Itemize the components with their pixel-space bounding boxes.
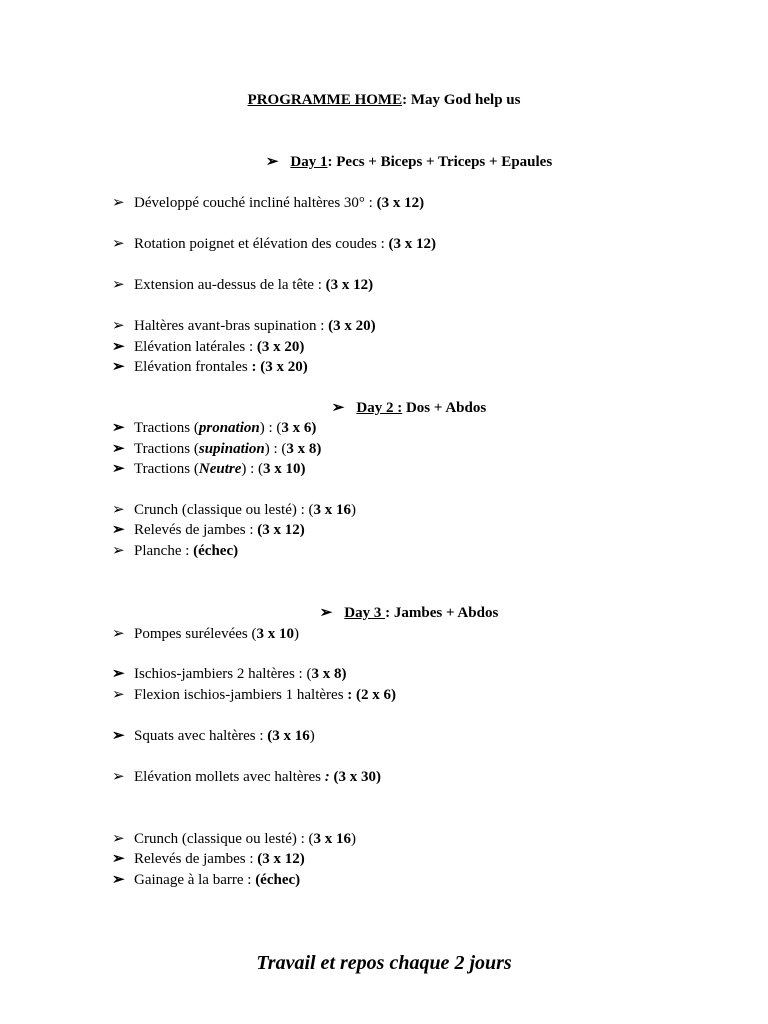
item-text: Tractions ( (134, 461, 199, 477)
day-title: : Pecs + Biceps + Triceps + Epaules (327, 154, 553, 170)
item-sets: (3 x 12) (376, 195, 425, 211)
item-sets: (3 x 12) (257, 851, 305, 867)
item-text: Crunch (classique ou lesté) : ( (134, 502, 314, 518)
item-text: Relevés de jambes : (134, 851, 258, 867)
item-sets: (échec) (193, 543, 239, 559)
item-text: Haltères avant-bras supination : (134, 318, 329, 334)
arrow-bullet-icon: ➢ (112, 318, 125, 334)
list-item (112, 849, 732, 869)
item-text: ) (293, 626, 299, 642)
list-item (112, 357, 732, 377)
item-sets: 3 x 8) (311, 666, 347, 682)
arrow-bullet-icon: ➢ (112, 728, 125, 744)
day-label: Day 3 (344, 605, 386, 621)
arrow-bullet-icon: ➢ (112, 851, 125, 867)
item-text: Squats avec haltères : (134, 728, 268, 744)
item-sets: : (3 x 20) (251, 359, 308, 375)
item-sets: (3 x 12) (325, 277, 374, 293)
arrow-bullet-icon: ➢ (112, 872, 125, 888)
arrow-bullet-icon: ➢ (112, 687, 125, 703)
arrow-bullet-icon: ➢ (112, 522, 125, 538)
item-sets: 3 x 8) (286, 441, 322, 457)
list-item (112, 767, 732, 787)
day-label: Day 2 : (356, 400, 403, 416)
list-item (112, 193, 732, 213)
arrow-bullet-icon: ➢ (112, 339, 125, 355)
item-text: Gainage à la barre : (134, 872, 256, 888)
arrow-bullet-icon: ➢ (112, 441, 125, 457)
item-text: : (324, 769, 330, 785)
item-text: Tractions ( (134, 420, 199, 436)
arrow-bullet-icon: ➢ (112, 626, 125, 642)
list-item (112, 234, 732, 254)
item-grip: pronation (198, 420, 260, 436)
arrow-bullet-icon: ➢ (319, 605, 333, 621)
arrow-bullet-icon: ➢ (112, 502, 125, 518)
item-text: Développé couché incliné haltères 30° : (134, 195, 377, 211)
item-grip: supination (198, 441, 265, 457)
item-sets: 3 x 6) (281, 420, 317, 436)
list-item (112, 337, 732, 357)
item-text: Planche : (134, 543, 194, 559)
arrow-bullet-icon: ➢ (112, 359, 125, 375)
arrow-bullet-icon: ➢ (112, 769, 125, 785)
item-text: ) : ( (259, 420, 282, 436)
day-title: Dos + Abdos (402, 400, 487, 416)
title-underlined: PROGRAMME HOME (247, 92, 403, 108)
item-text: Relevés de jambes : (134, 522, 258, 538)
day-3-heading (0, 603, 768, 623)
day-1-heading (0, 152, 768, 172)
arrow-bullet-icon: ➢ (331, 400, 345, 416)
day-title: : Jambes + Abdos (385, 605, 499, 621)
title-rest: : May God help us (402, 92, 521, 108)
item-sets: (3 x 30) (329, 769, 382, 785)
item-text: Elévation frontales (134, 359, 252, 375)
item-grip: Neutre (198, 461, 242, 477)
footer-note: Travail et repos chaque 2 jours (256, 952, 512, 974)
list-item (112, 829, 732, 849)
item-text: Elévation latérales : (134, 339, 257, 355)
arrow-bullet-icon: ➢ (112, 461, 125, 477)
item-sets: : (2 x 6) (347, 687, 397, 703)
list-item (112, 726, 732, 746)
item-text: Flexion ischios-jambiers 1 haltères (134, 687, 348, 703)
day-2-heading (0, 398, 768, 418)
list-item (112, 439, 732, 459)
item-text: Elévation mollets avec haltères (134, 769, 325, 785)
item-text: ) (351, 831, 357, 847)
item-text: Rotation poignet et élévation des coudes : (134, 236, 389, 252)
list-item (112, 316, 732, 336)
arrow-bullet-icon: ➢ (112, 666, 125, 682)
item-sets: (3 x 12) (388, 236, 437, 252)
item-sets: (3 x 12) (257, 522, 305, 538)
arrow-bullet-icon: ➢ (112, 831, 125, 847)
item-text: Crunch (classique ou lesté) : ( (134, 831, 314, 847)
day-label: Day 1 (290, 154, 328, 170)
list-item (112, 685, 732, 705)
list-item (112, 418, 732, 438)
arrow-bullet-icon: ➢ (112, 195, 125, 211)
item-text: ) (309, 728, 315, 744)
arrow-bullet-icon: ➢ (112, 543, 125, 559)
list-item (112, 275, 732, 295)
item-sets: 3 x 16 (313, 831, 352, 847)
arrow-bullet-icon: ➢ (112, 277, 125, 293)
item-text: Tractions ( (134, 441, 199, 457)
arrow-bullet-icon: ➢ (265, 154, 279, 170)
item-sets: (3 x 16 (267, 728, 310, 744)
item-text: Pompes surélevées ( (134, 626, 257, 642)
item-sets: (3 x 20) (328, 318, 376, 334)
item-sets: (3 x 20) (256, 339, 305, 355)
item-sets: (échec) (255, 872, 301, 888)
list-item (112, 520, 732, 540)
page-title (0, 90, 768, 110)
item-text: ) (351, 502, 357, 518)
list-item (112, 541, 732, 561)
item-text: Ischios-jambiers 2 haltères : ( (134, 666, 312, 682)
item-sets: 3 x 10) (263, 461, 306, 477)
list-item (112, 664, 732, 684)
item-text: Extension au-dessus de la tête : (134, 277, 326, 293)
arrow-bullet-icon: ➢ (112, 420, 125, 436)
item-sets: 3 x 16 (313, 502, 352, 518)
item-text: ) : ( (241, 461, 264, 477)
list-item (112, 500, 732, 520)
arrow-bullet-icon: ➢ (112, 236, 125, 252)
item-sets: 3 x 10 (256, 626, 294, 642)
list-item (112, 870, 732, 890)
list-item (112, 624, 732, 644)
item-text: ) : ( (264, 441, 287, 457)
list-item (112, 459, 732, 479)
